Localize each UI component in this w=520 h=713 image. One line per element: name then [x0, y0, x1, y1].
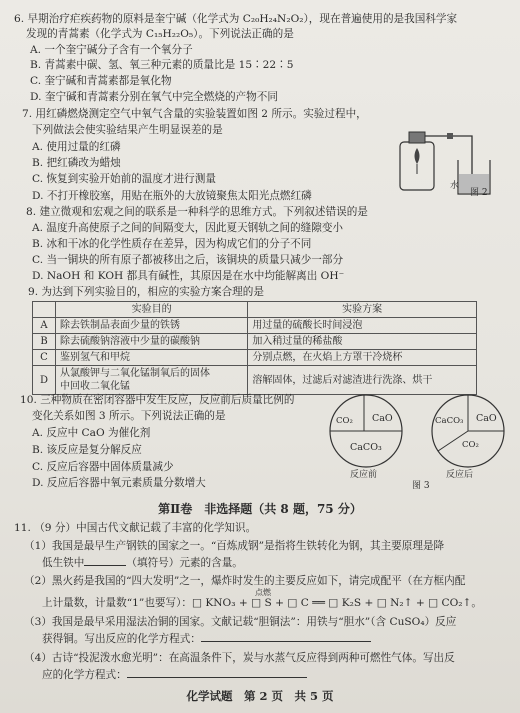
- q10-option-b: B. 该反应是复分解反应: [32, 444, 142, 456]
- q10-stem-2: 变化关系如图 3 所示。下列说法正确的是: [32, 410, 226, 422]
- q10-stem: 10. 三种物质在密闭容器中发生反应，反应前后质量比例的: [20, 394, 295, 406]
- row-goal: [56, 366, 248, 395]
- q11-part-4: （4）古诗“投泥泼水愈光明”：在高温条件下，炭与水蒸气反应得到两种可燃性气体。写出反: [24, 652, 455, 664]
- row-plan: 用过量的硫酸长时间浸泡: [248, 318, 477, 334]
- q11-part-2-condition: 点燃: [255, 588, 271, 597]
- figure-3-caption: 图 3: [412, 481, 430, 491]
- row-goal-line-1: 从氯酸钾与二氧化锰制氧后的固体: [60, 368, 210, 379]
- q8-option-c: C. 当一铜块的所有原子都被移出之后，该铜块的质量只减少一部分: [32, 254, 344, 266]
- q9-stem: 9. 为达到下列实验目的，相应的实验方案合理的是: [28, 286, 264, 298]
- row-goal: 除去硫酸钠溶液中少量的碳酸钠: [56, 334, 248, 350]
- row-key: C: [33, 350, 56, 366]
- q11-part-3-prefix: 获得铜。写出反应的化学方程式：: [42, 633, 201, 645]
- table-row: [33, 318, 477, 334]
- figure-2-water-label: 水: [450, 181, 460, 191]
- q11-part-4-prefix: 应的化学方程式：: [42, 669, 127, 681]
- q11-part-3-line-2: [42, 633, 371, 646]
- page-footer: 化学试题 第 2 页 共 5 页: [186, 689, 334, 703]
- q8-option-a: A. 温度升高使原子之间的间隔变大，因此夏天钢轨之间的缝隙变小: [32, 222, 344, 234]
- row-plan: 分别点燃，在火焰上方罩干冷烧杯: [248, 350, 477, 366]
- table-row: [33, 366, 477, 395]
- q10-option-a: A. 反应中 CaO 为催化剂: [32, 427, 151, 439]
- q11-part-3: （3）我国是最早采用湿法冶铜的国家。文献记载“胆铜法”：用铁与“胆水”（含 CuSO₄）反应: [24, 616, 457, 628]
- q7-option-b: B. 把红磷改为蜡烛: [32, 157, 121, 169]
- pie-before-caption: 反应前: [350, 470, 378, 480]
- q11-part-2-equation: 上计量数，计量数“1”也要写）：□ KNO₃ + □ S + □ C ══ □ K₂S + □ N₂↑ + □ CO₂↑。: [42, 597, 482, 609]
- q10-option-d: D. 反应后容器中氧元素质量分数增大: [32, 477, 206, 489]
- q11-part-1-suffix: （填符号）元素的含量。: [126, 557, 243, 569]
- q11-part-1-blank[interactable]: [84, 565, 126, 566]
- row-goal-line-2: 中回收二氧化锰: [60, 381, 130, 392]
- q8-option-b: B. 冰和干冰的化学性质存在差异，因为构成它们的分子不同: [32, 238, 312, 250]
- q11-part-1-line-2: [42, 557, 243, 570]
- table-row: [33, 334, 477, 350]
- row-goal: 鉴别氢气和甲烷: [56, 350, 248, 366]
- q6-option-b: B. 青蒿素中碳、氢、氧三种元素的质量比是 15∶22∶5: [30, 59, 294, 71]
- q6-stem-2: 发现的青蒿素（化学式为 C₁₅H₂₂O₅）。下列说法正确的是: [26, 28, 294, 40]
- pie-after-co2-label: CO₂: [462, 440, 479, 450]
- q11-part-3-blank[interactable]: [201, 641, 371, 642]
- table-header-row: [33, 302, 477, 318]
- pie-before-co2-label: CO₂: [336, 416, 353, 426]
- q6-option-a: A. 一个奎宁碱分子含有一个氧分子: [30, 44, 193, 56]
- q7-stem: 7. 用红磷燃烧测定空气中氧气含量的实验装置如图 2 所示。实验过程中，: [22, 108, 367, 120]
- row-plan: 溶解固体，过滤后对滤渣进行洗涤、烘干: [248, 366, 477, 395]
- q7-option-d: D. 不打开橡胶塞，用贴在瓶外的大放镜聚焦太阳光点燃红磷: [32, 190, 312, 202]
- q6-option-c: C. 奎宁碱和青蒿素都是氧化物: [30, 75, 172, 87]
- row-plan: 加入稍过量的稀盐酸: [248, 334, 477, 350]
- row-key: B: [33, 334, 56, 350]
- table-header-goal: 实验目的: [56, 302, 248, 318]
- q11-part-2: （2）黑火药是我国的“四大发明”之一，爆炸时发生的主要反应如下，请完成配平（在方框内配: [24, 575, 466, 587]
- q6-stem: 6. 早期治疗疟疾药物的原料是奎宁碱（化学式为 C₂₀H₂₄N₂O₂），现在普遍使用的是我国科学家: [14, 13, 458, 25]
- section-2-title: 第Ⅱ卷 非选择题（共 8 题，75 分）: [158, 502, 362, 516]
- q10-option-c: C. 反应后容器中固体质量减少: [32, 461, 174, 473]
- q9-table: [32, 301, 477, 395]
- q7-stem-2: 下列做法会使实验结果产生明显误差的是: [32, 124, 223, 136]
- pie-after-caco3-label: CaCO₃: [435, 416, 464, 426]
- row-goal: 除去铁制品表面少量的铁锈: [56, 318, 248, 334]
- q7-option-a: A. 使用过量的红磷: [32, 141, 121, 153]
- table-header-plan: 实验方案: [248, 302, 477, 318]
- row-key: D: [33, 366, 56, 395]
- pie-before-cao-label: CaO: [372, 413, 393, 424]
- q11-part-4-blank[interactable]: [127, 677, 307, 678]
- row-key: A: [33, 318, 56, 334]
- q11-part-4-line-2: [42, 669, 307, 682]
- q7-option-c: C. 恢复到实验开始前的温度才进行测量: [32, 173, 216, 185]
- q8-stem: 8. 建立微观和宏观之间的联系是一种科学的思维方式。下列叙述错误的是: [26, 206, 368, 218]
- figure-2-caption: 图 2: [470, 188, 488, 198]
- figure-3-pies: [318, 393, 508, 485]
- table-row: [33, 350, 477, 366]
- pie-after-caption: 反应后: [446, 470, 474, 480]
- q6-option-d: D. 奎宁碱和青蒿素分别在氧气中完全燃烧的产物不同: [30, 91, 278, 103]
- table-header-key: [33, 302, 56, 318]
- pie-before-caco3-label: CaCO₃: [350, 442, 382, 453]
- q11-part-1: （1）我国是最早生产钢铁的国家之一。“百炼成钢”是指将生铁转化为钢，其主要原理是降: [24, 540, 445, 552]
- q8-option-d: D. NaOH 和 KOH 都具有碱性，其原因是在水中均能解离出 OH⁻: [32, 270, 345, 282]
- pie-after-cao-label: CaO: [476, 413, 497, 424]
- q11-part-1-prefix: 低生铁中: [42, 557, 85, 569]
- q11-stem: 11. （9 分）中国古代文献记载了丰富的化学知识。: [14, 522, 257, 534]
